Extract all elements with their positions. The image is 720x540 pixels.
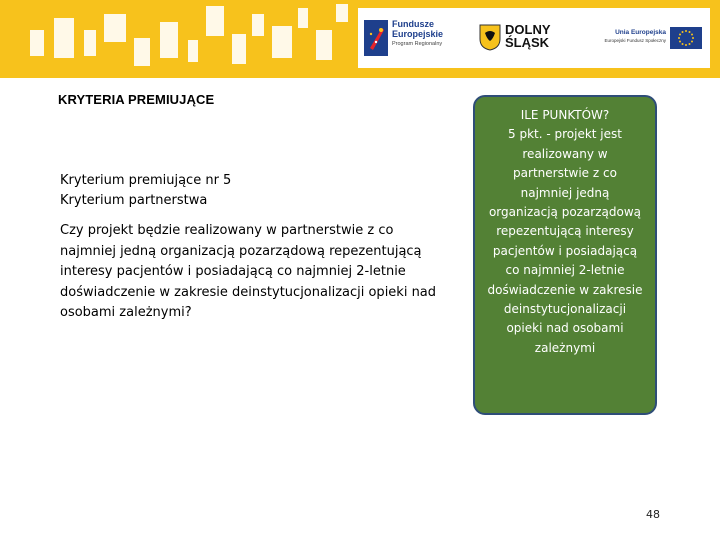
decorative-square [272,26,292,58]
points-box-title: ILE PUNKTÓW? [520,108,610,122]
criterion-title-block [60,171,450,211]
decorative-square [298,8,308,28]
page-number: 48 [646,508,660,521]
decorative-square [134,38,150,66]
decorative-square [252,14,264,36]
logo-strip [358,8,710,68]
decorative-square [104,14,126,42]
decorative-square [316,30,332,60]
ue-title: Unia Europejska [615,29,666,36]
decorative-square [336,4,348,22]
criterion-question: Czy projekt będzie realizowany w partnerstwie z co najmniej jedną organizacją pozarządową repezentującą interesy pacjentów i posiadającą co najmniej 2-letnie doświadczenie w zakresie deinstytucjonalizacji opieki nad osobami zależnymi? [60,223,437,320]
fundusze-subtitle: Program Regionalny [392,41,443,47]
decorative-square [160,22,178,58]
decorative-square [84,30,96,56]
points-box-text: 5 pkt. - projekt jest realizowany w partnerstwie z co najmniej jedną organizacją pozarządową repezentującą interesy pacjentów i posiadającą co najmniej 2-letnie doświadczenie w zakresie deinstytucjonalizacji opieki nad osobami zależnymi [487,127,643,355]
header-banner [0,0,720,78]
eu-flag-icon [670,27,702,49]
ue-subtitle: Europejski Fundusz Społeczny [604,38,666,43]
decorative-square [188,40,198,62]
decorative-square [54,18,74,58]
fundusze-europejskie-logo-text [392,19,482,49]
decorative-square [206,6,224,36]
fundusze-europejskie-logo-icon [364,20,388,56]
dolny-slask-crest-icon [479,23,501,51]
criterion-number: Kryterium premiujące nr 5 [60,173,232,188]
criterion-name: Kryterium partnerstwa [60,193,208,208]
decorative-square [232,34,246,64]
unia-europejska-logo-text [584,28,666,45]
dolny-slask-logo-text: DOLNY ŚLĄSK [505,22,551,50]
fundusze-title: Fundusze Europejskie [392,19,444,39]
points-box [473,95,657,415]
decorative-square [30,30,44,56]
slide-heading: KRYTERIA PREMIUJĄCE [58,92,215,107]
